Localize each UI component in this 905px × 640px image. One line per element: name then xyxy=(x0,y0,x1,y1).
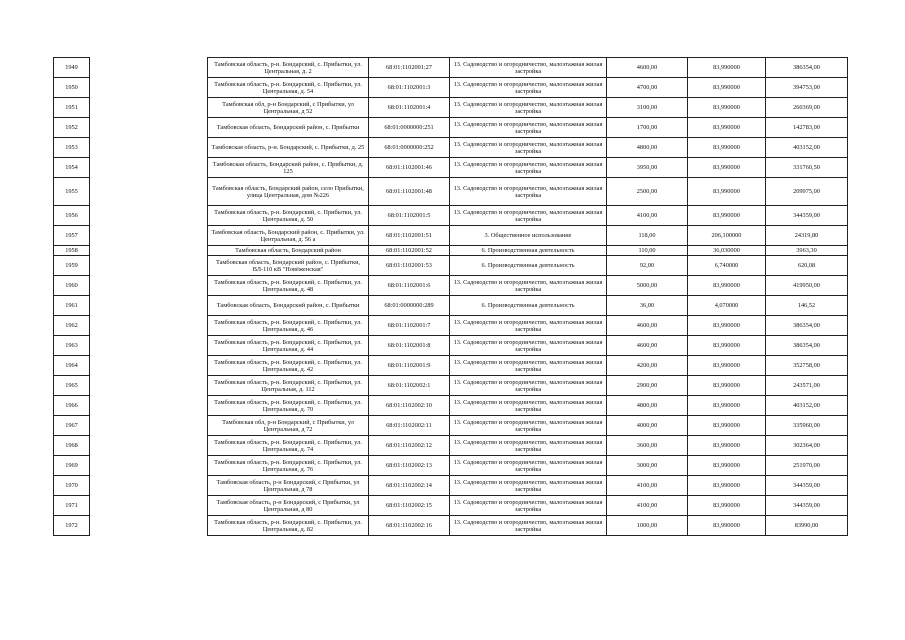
rate-cell: 83,990000 xyxy=(688,78,766,98)
table-row xyxy=(54,416,90,436)
table-row xyxy=(54,58,90,78)
area-cell: 2900,00 xyxy=(607,376,688,396)
rate-cell: 83,990000 xyxy=(688,356,766,376)
cadastral-value-cell: 83990,00 xyxy=(766,516,848,536)
rate-cell: 4,070000 xyxy=(688,296,766,316)
address-cell: Тамбовская область, р-н. Бондарский, с. Прибытки, ул. Центральная, д. 112 xyxy=(208,376,369,396)
land-use-cell: 13. Садоводство и огородничество, малоэтажная жилая застройка xyxy=(450,336,607,356)
address-cell: Тамбовская область, р-н. Бондарский, с. Прибытки, ул. Центральная, д. 2 xyxy=(208,58,369,78)
table-row xyxy=(54,178,90,206)
rate-cell: 83,990000 xyxy=(688,496,766,516)
cadastral-number-cell: 68:01:0000000:251 xyxy=(369,118,450,138)
table-row xyxy=(54,296,90,316)
area-cell: 3000,00 xyxy=(607,456,688,476)
cadastral-value-cell: 620,08 xyxy=(766,256,848,276)
land-use-cell: 13. Садоводство и огородничество, малоэтажная жилая застройка xyxy=(450,416,607,436)
table-row xyxy=(208,416,848,436)
table-row xyxy=(54,376,90,396)
address-cell: Тамбовская обл, р-н Бондарский, с Прибытки, ул Центральная, д 72 xyxy=(208,416,369,436)
land-use-cell: 13. Садоводство и огородничество, малоэтажная жилая застройка xyxy=(450,98,607,118)
land-use-cell: 6. Производственная деятельность xyxy=(450,256,607,276)
area-cell: 3600,00 xyxy=(607,436,688,456)
area-cell: 4600,00 xyxy=(607,336,688,356)
table-row xyxy=(208,118,848,138)
rate-cell: 83,990000 xyxy=(688,206,766,226)
row-number: 1955 xyxy=(54,178,90,206)
cadastral-value-cell: 142783,00 xyxy=(766,118,848,138)
land-use-cell: 13. Садоводство и огородничество, малоэтажная жилая застройка xyxy=(450,178,607,206)
row-number: 1972 xyxy=(54,516,90,536)
rate-cell: 206,100000 xyxy=(688,226,766,246)
cadastral-value-cell: 386354,00 xyxy=(766,316,848,336)
rate-cell: 83,990000 xyxy=(688,276,766,296)
cadastral-value-cell: 394753,00 xyxy=(766,78,848,98)
table-row xyxy=(208,206,848,226)
row-number: 1963 xyxy=(54,336,90,356)
land-use-cell: 13. Садоводство и огородничество, малоэтажная жилая застройка xyxy=(450,496,607,516)
address-cell: Тамбовская область, р-н. Бондарский, с. Прибытки, ул. Центральная, д. 70 xyxy=(208,396,369,416)
rate-cell: 83,990000 xyxy=(688,118,766,138)
cadastral-value-cell: 209975,00 xyxy=(766,178,848,206)
table-row xyxy=(208,376,848,396)
land-use-cell: 13. Садоводство и огородничество, малоэтажная жилая застройка xyxy=(450,476,607,496)
table-row xyxy=(208,58,848,78)
table-row xyxy=(208,436,848,456)
row-number: 1953 xyxy=(54,138,90,158)
address-cell: Тамбовская область, р-н. Бондарский, с. Прибытки, ул. Центральная, д. 50 xyxy=(208,206,369,226)
address-cell: Тамбовская обл, р-н Бондарский, с Прибытки, ул Центральная, д 52 xyxy=(208,98,369,118)
address-cell: Тамбовская область, Бондарский район, с. Прибытки xyxy=(208,118,369,138)
address-cell: Тамбовская область, р-н Бондарский, с Прибытки, ул Центральная, д 80 xyxy=(208,496,369,516)
area-cell: 4200,00 xyxy=(607,356,688,376)
rate-cell: 83,990000 xyxy=(688,396,766,416)
cadastral-number-cell: 68:01:0000000:289 xyxy=(369,296,450,316)
table-row xyxy=(208,396,848,416)
rate-cell: 83,990000 xyxy=(688,158,766,178)
address-cell: Тамбовская область, р-н. Бондарский, с. Прибытки, д. 25 xyxy=(208,138,369,158)
row-number: 1969 xyxy=(54,456,90,476)
rate-cell: 83,990000 xyxy=(688,98,766,118)
cadastral-value-cell: 386354,00 xyxy=(766,58,848,78)
table-row xyxy=(208,296,848,316)
table-row xyxy=(208,356,848,376)
rate-cell: 83,990000 xyxy=(688,416,766,436)
area-cell: 110,00 xyxy=(607,246,688,256)
land-use-cell: 13. Садоводство и огородничество, малоэтажная жилая застройка xyxy=(450,276,607,296)
cadastral-number-cell: 68:01:1102001:9 xyxy=(369,356,450,376)
table-row xyxy=(54,396,90,416)
land-use-cell: 13. Садоводство и огородничество, малоэтажная жилая застройка xyxy=(450,516,607,536)
cadastral-number-cell: 68:01:1102002:15 xyxy=(369,496,450,516)
table-row xyxy=(208,496,848,516)
rate-cell: 83,990000 xyxy=(688,476,766,496)
row-number: 1970 xyxy=(54,476,90,496)
address-cell: Тамбовская область, р-н. Бондарский, с. Прибытки, ул. Центральная, д. 54 xyxy=(208,78,369,98)
row-number: 1971 xyxy=(54,496,90,516)
cadastral-value-cell: 260369,00 xyxy=(766,98,848,118)
parcel-table xyxy=(207,57,848,536)
row-number: 1967 xyxy=(54,416,90,436)
table-row xyxy=(54,496,90,516)
row-number: 1950 xyxy=(54,78,90,98)
cadastral-value-cell: 302364,00 xyxy=(766,436,848,456)
cadastral-value-cell: 24319,80 xyxy=(766,226,848,246)
table-row xyxy=(54,316,90,336)
table-row xyxy=(208,158,848,178)
rate-cell: 83,990000 xyxy=(688,516,766,536)
table-row xyxy=(208,98,848,118)
cadastral-value-cell: 331760,50 xyxy=(766,158,848,178)
area-cell: 118,00 xyxy=(607,226,688,246)
row-number: 1962 xyxy=(54,316,90,336)
land-use-cell: 6. Производственная деятельность xyxy=(450,246,607,256)
land-use-cell: 13. Садоводство и огородничество, малоэтажная жилая застройка xyxy=(450,376,607,396)
land-use-cell: 6. Производственная деятельность xyxy=(450,296,607,316)
land-use-cell: 3. Общественное использование xyxy=(450,226,607,246)
cadastral-number-cell: 68:01:1102001:3 xyxy=(369,78,450,98)
address-cell: Тамбовская область, р-н. Бондарский, с. Прибытки, ул. Центральная, д. 42 xyxy=(208,356,369,376)
land-use-cell: 13. Садоводство и огородничество, малоэтажная жилая застройка xyxy=(450,58,607,78)
area-cell: 3100,00 xyxy=(607,98,688,118)
cadastral-number-cell: 68:01:1102001:27 xyxy=(369,58,450,78)
cadastral-number-cell: 68:01:1102001:53 xyxy=(369,256,450,276)
row-number: 1965 xyxy=(54,376,90,396)
land-use-cell: 13. Садоводство и огородничество, малоэтажная жилая застройка xyxy=(450,396,607,416)
cadastral-number-cell: 68:01:1102002:16 xyxy=(369,516,450,536)
table-row xyxy=(54,356,90,376)
row-number: 1966 xyxy=(54,396,90,416)
table-row xyxy=(54,456,90,476)
table-row xyxy=(54,336,90,356)
area-cell: 36,00 xyxy=(607,296,688,316)
row-number: 1956 xyxy=(54,206,90,226)
table-row xyxy=(208,276,848,296)
table-row xyxy=(54,256,90,276)
address-cell: Тамбовская область, Бондарский район xyxy=(208,246,369,256)
cadastral-value-cell: 3963,30 xyxy=(766,246,848,256)
rate-cell: 83,990000 xyxy=(688,178,766,206)
row-number: 1951 xyxy=(54,98,90,118)
area-cell: 4600,00 xyxy=(607,58,688,78)
row-number: 1958 xyxy=(54,246,90,256)
area-cell: 4100,00 xyxy=(607,206,688,226)
land-use-cell: 13. Садоводство и огородничество, малоэтажная жилая застройка xyxy=(450,158,607,178)
land-use-cell: 13. Садоводство и огородничество, малоэтажная жилая застройка xyxy=(450,316,607,336)
rate-cell: 6,740000 xyxy=(688,256,766,276)
cadastral-number-cell: 68:01:1102001:48 xyxy=(369,178,450,206)
cadastral-number-cell: 68:01:1102002:11 xyxy=(369,416,450,436)
table-row xyxy=(54,98,90,118)
area-cell: 92,00 xyxy=(607,256,688,276)
address-cell: Тамбовская область, р-н. Бондарский, с. Прибытки, ул. Центральная, д. 44 xyxy=(208,336,369,356)
cadastral-value-cell: 344359,00 xyxy=(766,476,848,496)
area-cell: 4100,00 xyxy=(607,476,688,496)
area-cell: 4000,00 xyxy=(607,416,688,436)
cadastral-number-cell: 68:01:1102001:4 xyxy=(369,98,450,118)
table-row xyxy=(54,436,90,456)
table-row xyxy=(208,78,848,98)
table-row xyxy=(54,118,90,138)
rate-cell: 83,990000 xyxy=(688,138,766,158)
table-row xyxy=(54,138,90,158)
cadastral-value-cell: 146,52 xyxy=(766,296,848,316)
address-cell: Тамбовская область, р-н. Бондарский, с. Прибытки, ул. Центральная, д. 74 xyxy=(208,436,369,456)
row-number: 1964 xyxy=(54,356,90,376)
area-cell: 4800,00 xyxy=(607,138,688,158)
address-cell: Тамбовская область, Бондарский район, с. Прибытки, ул. Центральная, д. 56 а xyxy=(208,226,369,246)
table-row xyxy=(54,276,90,296)
row-number: 1949 xyxy=(54,58,90,78)
cadastral-number-cell: 68:01:1102001:51 xyxy=(369,226,450,246)
cadastral-number-cell: 68:01:1102002:12 xyxy=(369,436,450,456)
address-cell: Тамбовская область, р-н Бондарский, с Прибытки, ул Центральная, д 78 xyxy=(208,476,369,496)
table-row xyxy=(54,246,90,256)
cadastral-number-cell: 68:01:1102002:10 xyxy=(369,396,450,416)
rate-cell: 36,030000 xyxy=(688,246,766,256)
table-row xyxy=(54,206,90,226)
rate-cell: 83,990000 xyxy=(688,376,766,396)
cadastral-value-cell: 344359,00 xyxy=(766,496,848,516)
table-row xyxy=(54,476,90,496)
table-row xyxy=(208,226,848,246)
land-use-cell: 13. Садоводство и огородничество, малоэтажная жилая застройка xyxy=(450,456,607,476)
table-row xyxy=(208,256,848,276)
row-number: 1952 xyxy=(54,118,90,138)
rate-cell: 83,990000 xyxy=(688,316,766,336)
address-cell: Тамбовская область, р-н. Бондарский, с. Прибытки, ул. Центральная, д. 46 xyxy=(208,316,369,336)
rate-cell: 83,990000 xyxy=(688,58,766,78)
cadastral-number-cell: 68:01:1102002:13 xyxy=(369,456,450,476)
row-number: 1954 xyxy=(54,158,90,178)
cadastral-value-cell: 344359,00 xyxy=(766,206,848,226)
area-cell: 4600,00 xyxy=(607,316,688,336)
address-cell: Тамбовская область, Бондарский район, с. Прибытки xyxy=(208,296,369,316)
cadastral-value-cell: 335960,00 xyxy=(766,416,848,436)
row-number: 1960 xyxy=(54,276,90,296)
area-cell: 5000,00 xyxy=(607,276,688,296)
land-use-cell: 13. Садоводство и огородничество, малоэтажная жилая застройка xyxy=(450,118,607,138)
land-use-cell: 13. Садоводство и огородничество, малоэтажная жилая застройка xyxy=(450,138,607,158)
address-cell: Тамбовская область, Бондарский район, с. Прибытки, ВЛ-110 кВ "Новёженская" xyxy=(208,256,369,276)
cadastral-value-cell: 251970,00 xyxy=(766,456,848,476)
rate-cell: 83,990000 xyxy=(688,436,766,456)
table-row xyxy=(208,138,848,158)
row-number-table xyxy=(53,57,90,536)
row-number: 1961 xyxy=(54,296,90,316)
cadastral-value-cell: 243571,00 xyxy=(766,376,848,396)
table-row xyxy=(208,516,848,536)
cadastral-number-cell: 68:01:1102001:7 xyxy=(369,316,450,336)
row-number: 1959 xyxy=(54,256,90,276)
area-cell: 2500,00 xyxy=(607,178,688,206)
rate-cell: 83,990000 xyxy=(688,336,766,356)
cadastral-value-cell: 403152,00 xyxy=(766,138,848,158)
cadastral-number-cell: 68:01:1102001:8 xyxy=(369,336,450,356)
land-use-cell: 13. Садоводство и огородничество, малоэтажная жилая застройка xyxy=(450,206,607,226)
cadastral-number-cell: 68:01:1102001:52 xyxy=(369,246,450,256)
area-cell: 4800,00 xyxy=(607,396,688,416)
cadastral-value-cell: 352758,00 xyxy=(766,356,848,376)
rate-cell: 83,990000 xyxy=(688,456,766,476)
area-cell: 3950,00 xyxy=(607,158,688,178)
address-cell: Тамбовская область, р-н. Бондарский, с. Прибытки, ул. Центральная, д. 48 xyxy=(208,276,369,296)
land-use-cell: 13. Садоводство и огородничество, малоэтажная жилая застройка xyxy=(450,356,607,376)
area-cell: 1700,00 xyxy=(607,118,688,138)
table-row xyxy=(208,316,848,336)
cadastral-value-cell: 386354,00 xyxy=(766,336,848,356)
cadastral-number-cell: 68:01:0000000:252 xyxy=(369,138,450,158)
address-cell: Тамбовская область, р-н. Бондарский, с. Прибытки, ул. Центральная, д. 82 xyxy=(208,516,369,536)
cadastral-number-cell: 68:01:1102002:1 xyxy=(369,376,450,396)
land-use-cell: 13. Садоводство и огородничество, малоэтажная жилая застройка xyxy=(450,78,607,98)
row-number: 1968 xyxy=(54,436,90,456)
land-use-cell: 13. Садоводство и огородничество, малоэтажная жилая застройка xyxy=(450,436,607,456)
area-cell: 4700,00 xyxy=(607,78,688,98)
table-row xyxy=(54,226,90,246)
cadastral-value-cell: 403152,00 xyxy=(766,396,848,416)
area-cell: 1000,00 xyxy=(607,516,688,536)
table-row xyxy=(208,336,848,356)
table-row xyxy=(54,78,90,98)
cadastral-number-cell: 68:01:1102001:46 xyxy=(369,158,450,178)
address-cell: Тамбовская область, Бондарский район, село Прибытки, улица Центральная, дом №226 xyxy=(208,178,369,206)
cadastral-value-cell: 419950,00 xyxy=(766,276,848,296)
table-row xyxy=(208,476,848,496)
table-row xyxy=(54,158,90,178)
table-row xyxy=(208,246,848,256)
address-cell: Тамбовская область, Бондарский район, с. Прибытки, д. 125 xyxy=(208,158,369,178)
cadastral-number-cell: 68:01:1102001:5 xyxy=(369,206,450,226)
address-cell: Тамбовская область, р-н. Бондарский, с. Прибытки, ул. Центральная, д. 76 xyxy=(208,456,369,476)
table-row xyxy=(54,516,90,536)
table-row xyxy=(208,456,848,476)
row-number: 1957 xyxy=(54,226,90,246)
area-cell: 4100,00 xyxy=(607,496,688,516)
cadastral-number-cell: 68:01:1102001:6 xyxy=(369,276,450,296)
table-row xyxy=(208,178,848,206)
cadastral-number-cell: 68:01:1102002:14 xyxy=(369,476,450,496)
